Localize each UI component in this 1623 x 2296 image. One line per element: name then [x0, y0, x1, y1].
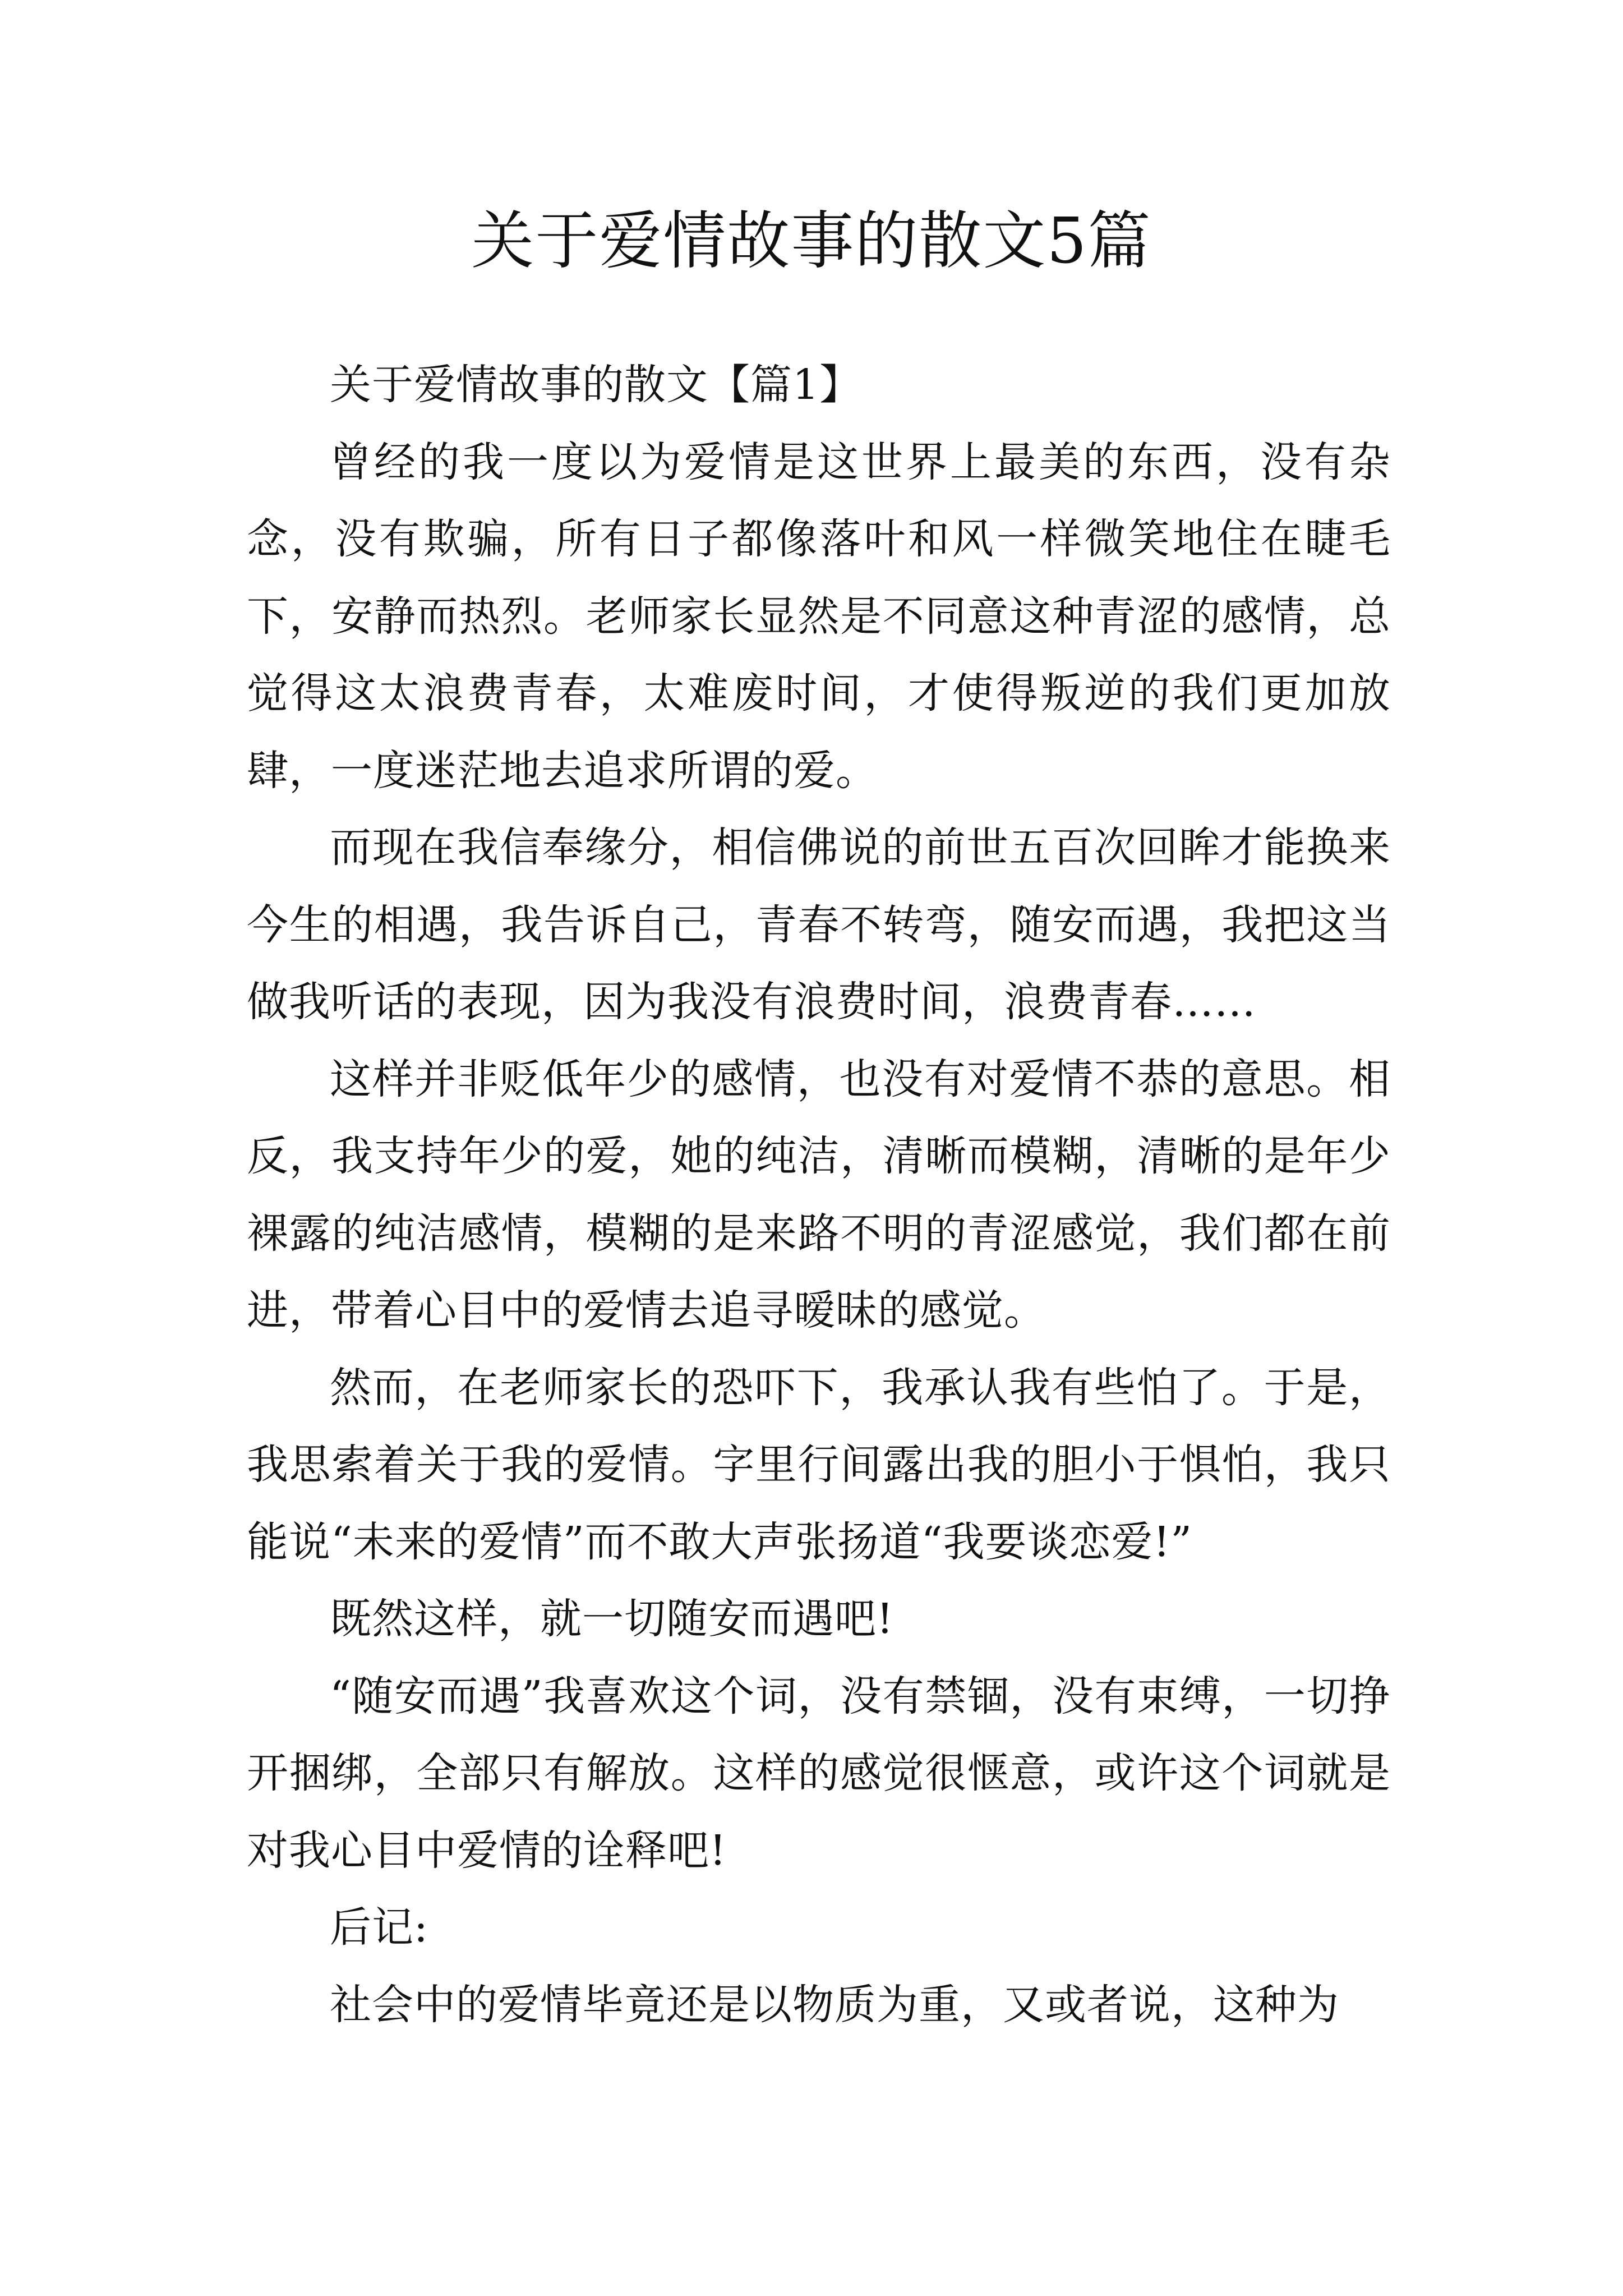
paragraph: 这样并非贬低年少的感情，也没有对爱情不恭的意思。相反，我支持年少的爱，她的纯洁，清晰而模糊，清晰的是年少裸露的纯洁感情，模糊的是来路不明的青涩感觉，我们都在前进，带着心目中的爱情去追寻暧昧的感觉。 — [247, 1055, 1391, 1335]
paragraph: 社会中的爱情毕竟还是以物质为重，又或者说，这种为 — [330, 1980, 1339, 2029]
section-heading: 关于爱情故事的散文【篇1】 — [330, 361, 862, 409]
paragraph: 而现在我信奉缘分，相信佛说的前世五百次回眸才能换来今生的相遇，我告诉自己，青春不转弯，随安而遇，我把这当做我听话的表现，因为我没有浪费时间，浪费青春…… — [247, 823, 1391, 1026]
afterword-label: 后记: — [330, 1903, 428, 1952]
paragraph: 曾经的我一度以为爱情是这世界上最美的东西，没有杂念，没有欺骗，所有日子都像落叶和风一样微笑地住在睫毛下，安静而热烈。老师家长显然是不同意这种青涩的感情，总觉得这太浪费青春，太难废时间，才使得叛逆的我们更加放肆，一度迷茫地去追求所谓的爱。 — [247, 438, 1391, 795]
document-title: 关于爱情故事的散文5篇 — [471, 205, 1152, 278]
paragraph: “随安而遇”我喜欢这个词，没有禁锢，没有束缚，一切挣开捆绑，全部只有解放。这样的感觉很惬意，或许这个词就是对我心目中爱情的诠释吧! — [247, 1672, 1391, 1875]
paragraph: 既然这样，就一切随安而遇吧! — [330, 1595, 894, 1643]
document-body — [247, 347, 1391, 2044]
paragraph: 然而，在老师家长的恐吓下，我承认我有些怕了。于是，我思索着关于我的爱情。字里行间露出我的胆小于惧怕，我只能说“未来的爱情”而不敢大声张扬道“我要谈恋爱!” — [247, 1363, 1391, 1566]
